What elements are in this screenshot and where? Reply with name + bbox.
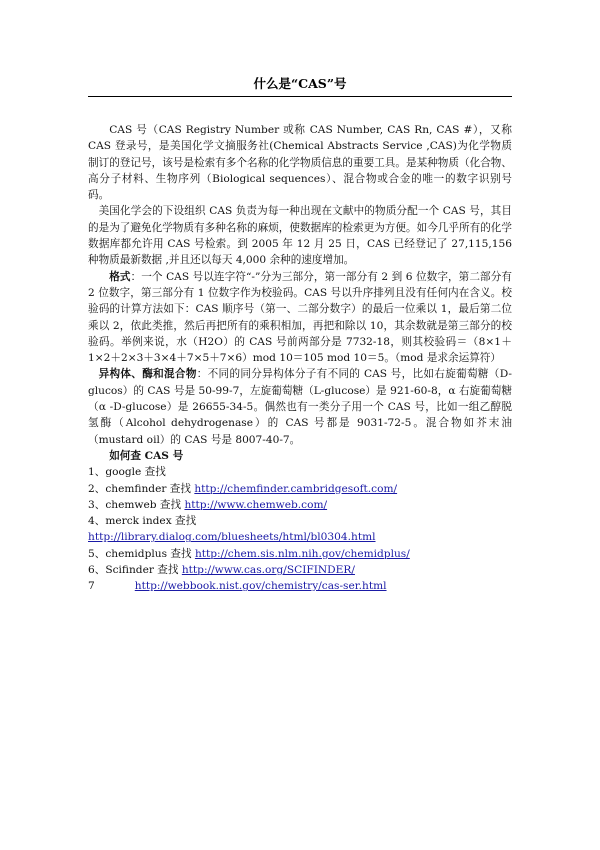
format-text: ：一个 CAS 号以连字符“-”分为三部分，第一部分有 2 到 6 位数字，第二部分有 2 位数字，第三部分有 1 位数字作为校验码。CAS 号以升序排列且没有任何内在含义。校验码的计算方法如下：CAS 顺序号（第一、二部分数字）的最后一位乘以 1，最后第二位乘以 2，依此类推，然后再把所有的乘积相加，再把和除以 10，其余数就是第三部分的校验码。举例来说，水（H2O）的 CAS 号前两部分是 7732-18，则其校验码＝（8×1＋1×2＋2×3＋3×4＋7×5＋7×6）mod 10＝105 mod 10＝5。（mod 是求余运算符）: [88, 270, 513, 365]
scifinder-link[interactable]: http://www.cas.org/SCIFINDER/: [181, 564, 355, 577]
search-item-nist: 7 http://webbook.nist.gov/chemistry/cas-ser.html: [88, 580, 387, 593]
search-heading: 如何查 CAS 号: [109, 449, 184, 462]
search-item-dialog: [88, 529, 512, 545]
chemweb-link[interactable]: http://www.chemweb.com/: [184, 498, 328, 511]
isomers-text: ：不同的同分异构体分子有不同的 CAS 号，比如右旋葡萄糖（D-glucos）的 CAS 号是 50-99-7，左旋葡萄糖（L-glucose）是 921-60-8，α 右旋葡萄糖（α -D-glucose）是 26655-34-5。偶然也有一类分子用一个 CAS 号，比如一组乙醇脱氢酶（Alcohol dehydrogenase）的 CAS 号都是 9031-72-5。混合物如芥末油（mustard oil）的 CAS 号是 8007-40-7。: [88, 368, 512, 446]
paragraph-cas-definition: CAS 号（CAS Registry Number 或称 CAS Number, CAS Rn, CAS #），又称 CAS 登录号，是美国化学文摘服务社(Chemical Abstracts Service ,CAS)为化学物质制订的登记号，该号是检索有多个名称的化学物质信息的重要工具。是某种物质（化合物、高分子材料、生物序列（Biological sequences）、混合物或合金的唯一的数字识别号码。: [88, 124, 512, 202]
chemidplus-link[interactable]: http://chem.sis.nlm.nih.gov/chemidplus/: [194, 547, 410, 560]
search-item-scifinder: 6、Scifinder 查找 http://www.cas.org/SCIFINDER/: [88, 564, 355, 577]
dialog-link[interactable]: http://library.dialog.com/bluesheets/html/bl0304.html: [88, 531, 376, 544]
search-item-chemfinder: 2、chemfinder 查找 http://chemfinder.cambridgesoft.com/: [88, 482, 398, 495]
title-divider: [88, 96, 512, 97]
paragraph-cas-assignment: 美国化学会的下设组织 CAS 负责为每一种出现在文献中的物质分配一个 CAS 号，其目的是为了避免化学物质有多种名称的麻烦，使数据库的检索更为方便。如今几乎所有的化学数据库都允许用 CAS 号检索。到 2005 年 12 月 25 日，CAS 已经登记了 27,115,156 种物质最新数据 ,并且还以每天 4,000 余种的速度增加。: [88, 205, 512, 267]
paragraph-isomers: [88, 366, 512, 447]
isomers-label: 异构体、酶和混合物: [98, 368, 197, 381]
paragraph-format: [88, 269, 512, 367]
document-title: 什么是“CAS”号: [253, 76, 347, 91]
format-label: 格式: [109, 270, 131, 283]
nist-webbook-link[interactable]: http://webbook.nist.gov/chemistry/cas-ser.html: [134, 580, 387, 593]
search-item-chemidplus: 5、chemidplus 查找 http://chem.sis.nlm.nih.gov/chemidplus/: [88, 547, 410, 560]
document-body: [88, 122, 512, 595]
chemfinder-link[interactable]: http://chemfinder.cambridgesoft.com/: [194, 482, 398, 495]
search-item-google: 1、google 查找: [88, 466, 166, 479]
search-item-chemweb: 3、chemweb 查找 http://www.chemweb.com/: [88, 498, 328, 511]
search-item-merck: 4、merck index 查找: [88, 515, 197, 528]
